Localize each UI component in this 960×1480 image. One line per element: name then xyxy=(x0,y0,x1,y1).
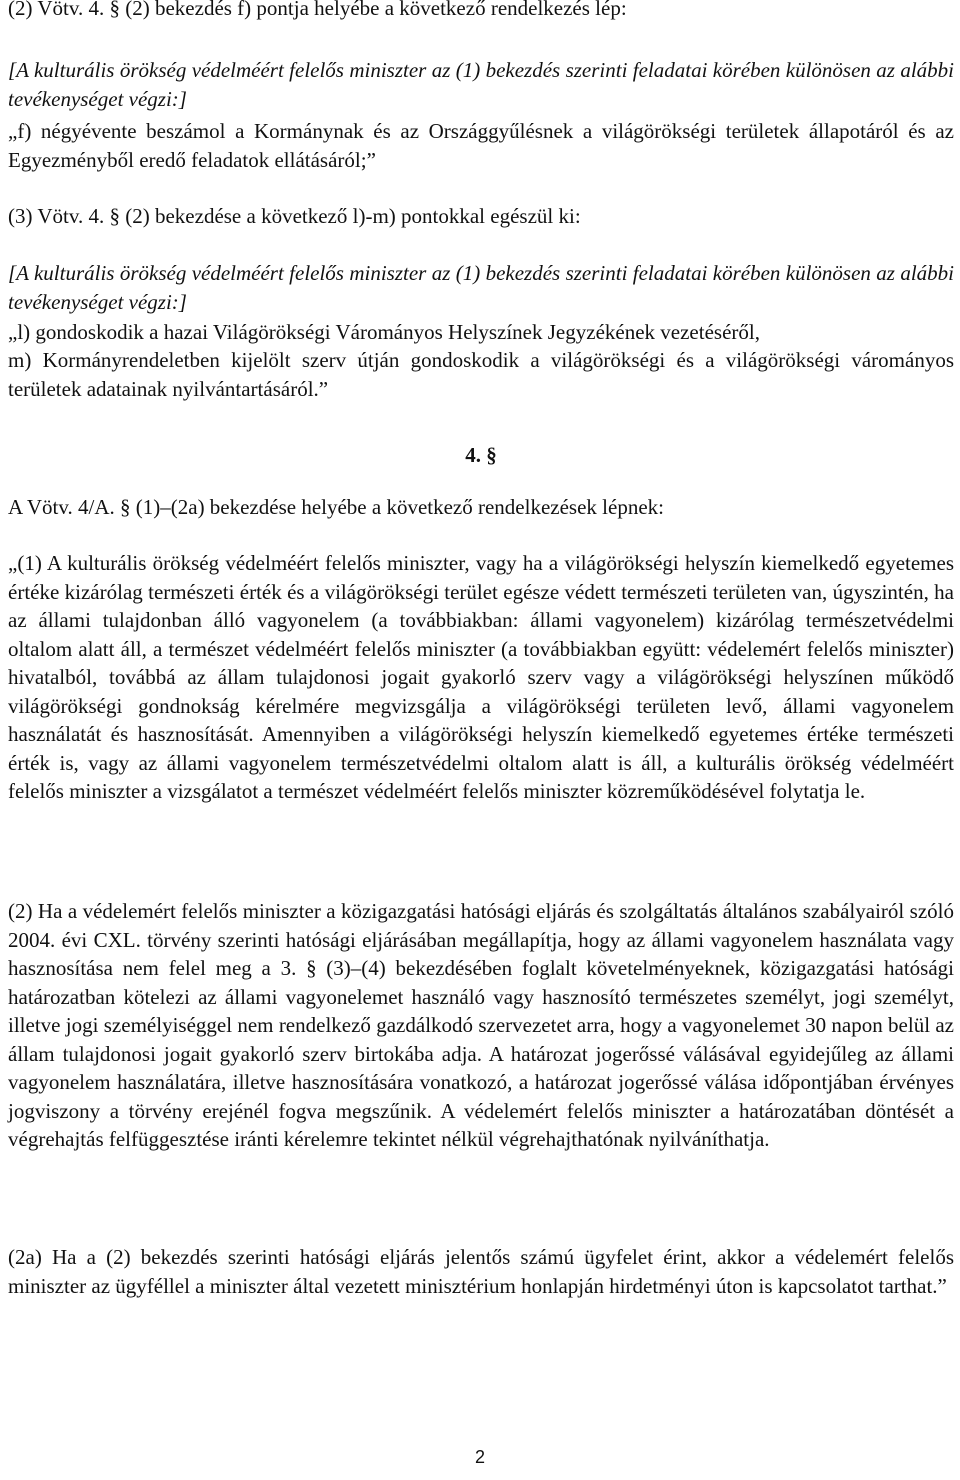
amendment-intro-3: (3) Vötv. 4. § (2) bekezdése a következő l)-m) pontokkal egészül ki: xyxy=(8,204,581,228)
section-heading: 4. § xyxy=(465,443,497,467)
bracket-context-2: [A kulturális örökség védelméért felelős miniszter az (1) bekezdés szerinti feladatai körében különösen az alábbi tevékenységet végzi:] xyxy=(8,261,954,314)
point-f: „f) négyévente beszámol a Kormánynak és az Országgyűlésnek a világörökségi területek állapotáról és az Egyezményből eredő feladatok ellátásáról;” xyxy=(8,119,954,172)
section4-intro: A Vötv. 4/A. § (1)–(2a) bekezdése helyébe a következő rendelkezések lépnek: xyxy=(8,495,664,519)
amendment-intro-2: (2) Vötv. 4. § (2) bekezdés f) pontja helyébe a következő rendelkezés lép: xyxy=(8,0,627,20)
paragraph-1: „(1) A kulturális örökség védelméért felelős miniszter, vagy ha a világörökségi helyszín kiemelkedő egyetemes értéke kizárólag természeti érték és a világörökségi terület egésze védett természeti területen van, úgyszintén, ha az állami tulajdonban álló vagyonelem (a továbbiakban: állami vagyonelem) kizárólag természetvédelmi oltalom alatt áll, a természet védelméért felelős miniszter (a továbbiakban együtt: védelemért felelős miniszter) hivatalból, továbbá az állam tulajdonosi jogait gyakorló szerv vagy a világörökségi helyszínen működő világörökségi gondnokság kérelmére megvizsgálja a világörökségi területen levő, állami vagyonelem használatát és hasznosítását. Amennyiben a világörökségi helyszín kiemelkedő egyetemes értéke természeti érték is, vagy az állami vagyonelem természetvédelmi oltalom alatt is áll, a kulturális örökség védelméért felelős miniszter a vizsgálatot a természet védelméért felelős miniszter közreműködésével folytatja le. xyxy=(8,551,954,803)
point-m: m) Kormányrendeletben kijelölt szerv útján gondoskodik a világörökségi és a világörökségi várományos területek adatainak nyilvántartásáról.” xyxy=(8,348,954,401)
paragraph-2a: (2a) Ha a (2) bekezdés szerinti hatósági eljárás jelentős számú ügyfelet érint, akkor a védelemért felelős miniszter az ügyféllel a miniszter által vezetett minisztérium honlapján hirdetményi úton is kapcsolatot tarthat.” xyxy=(8,1245,954,1298)
page-number: 2 xyxy=(474,1447,485,1467)
paragraph-2: (2) Ha a védelemért felelős miniszter a közigazgatási hatósági eljárás és szolgáltatás általános szabályairól szóló 2004. évi CXL. törvény szerinti hatósági eljárásában megállapítja, hogy az állami vagyonelem használata vagy hasznosítása nem felel meg a 3. § (3)–(4) bekezdésében foglalt követelményeknek, közigazgatási hatósági határozatban kötelezi az állami vagyonelemet használó vagy hasznosító természetes személyt, jogi személyt, illetve jogi személyiséggel nem rendelkező gazdálkodó szervezetet arra, hogy a vagyonelemet 30 napon belül az állam tulajdonosi jogait gyakorló szerv birtokába adja. A határozat jogerőssé válásával egyidejűleg az állami vagyonelem használatára, illetve hasznosítására vonatkozó, a határozat jogerőssé válása időpontjában érvényes jogviszony a törvény erejénél fogva megszűnik. A védelemért felelős miniszter a határozatában döntését a végrehajtás felfüggesztése iránti kérelemre tekintet nélkül végrehajthatónak nyilváníthatja. xyxy=(8,899,954,1151)
bracket-context-1: [A kulturális örökség védelméért felelős miniszter az (1) bekezdés szerinti feladatai körében különösen az alábbi tevékenységet végzi:] xyxy=(8,58,954,111)
point-l: „l) gondoskodik a hazai Világörökségi Várományos Helyszínek Jegyzékének vezetéséről, xyxy=(8,320,760,344)
